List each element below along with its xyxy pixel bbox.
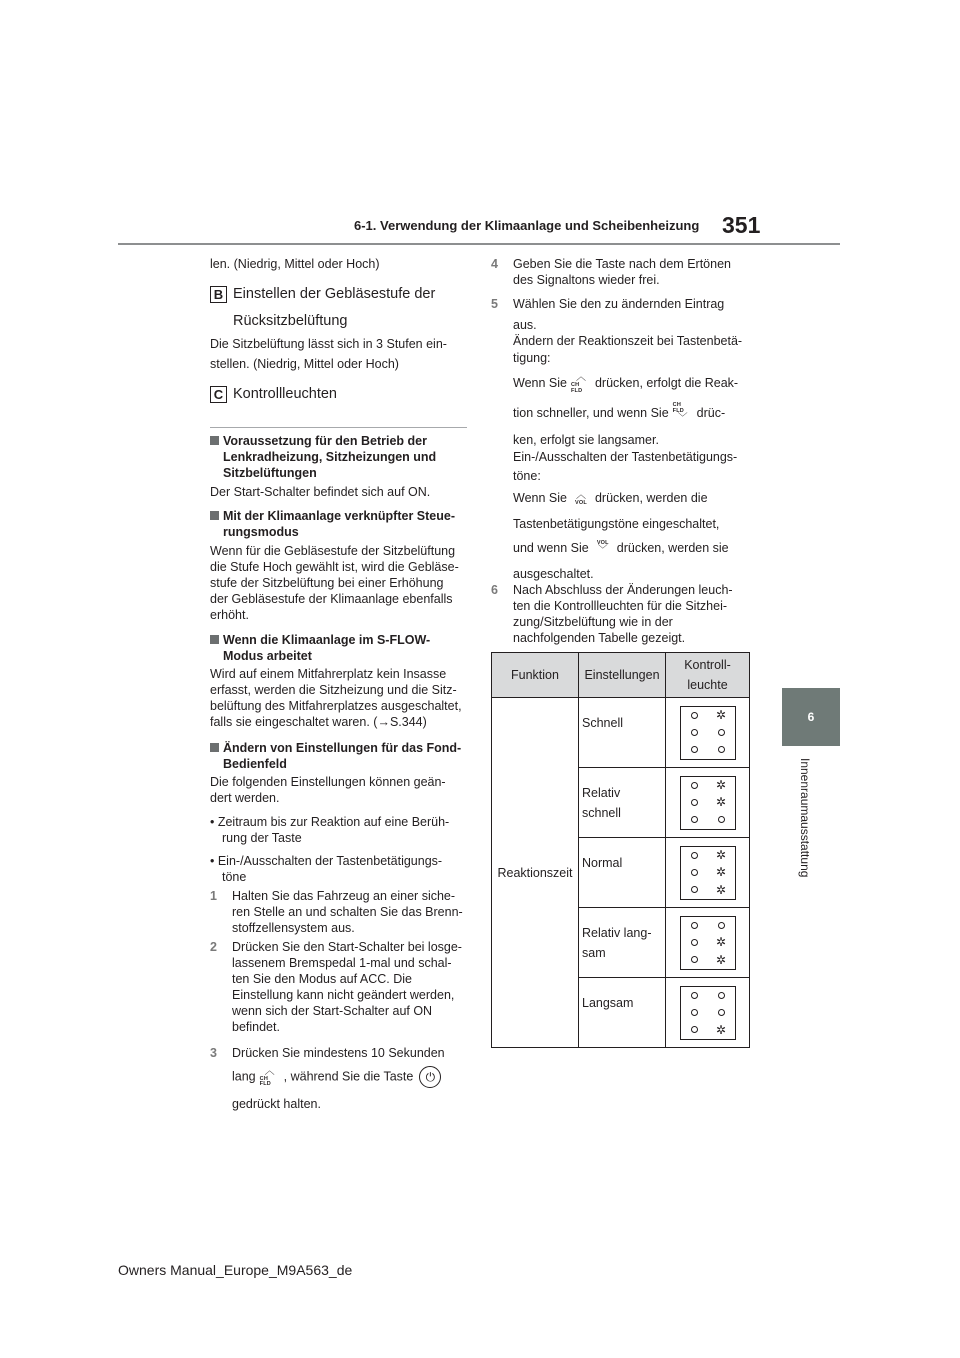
heading-voraussetzung: Voraussetzung für den Betrieb der Lenkradheizung, Sitzheizungen und Sitzbelüftungen <box>210 433 436 481</box>
ch-fld-up-button-icon: ︿ CH FLD <box>259 1065 275 1087</box>
step-5-slower-end: ken, erfolgt sie langsamer. <box>513 433 659 447</box>
setting-cell: Schnell <box>579 698 666 768</box>
footer-text: Owners Manual_Europe_M9A563_de <box>118 1262 353 1278</box>
step-5-tones-off-line: und wenn Sie VOL ﹀ drücken, werden sie <box>513 539 729 557</box>
indicator-cell <box>666 908 750 978</box>
step-3: 3 Drücken Sie mindestens 10 Sekunden <box>210 1046 445 1060</box>
section-c-letter: C <box>210 386 227 403</box>
lit-lamp-icon: ✲ <box>715 882 727 897</box>
step-1: 1 Halten Sie das Fahrzeug an einer siche- ren Stelle an und schalten Sie das Brenn- stoffzellensystem aus. <box>210 889 463 935</box>
para-rear-panel: Die folgenden Einstellungen können geän- dert werden. <box>210 775 446 805</box>
square-bullet-icon <box>210 436 219 445</box>
step-3-line-2: lang ︿ CH FLD , während Sie die Taste ⏻ <box>232 1066 447 1088</box>
lit-lamp-icon: ✲ <box>715 1022 727 1037</box>
unlit-lamp-icon <box>718 922 725 929</box>
unlit-lamp-icon <box>691 869 698 876</box>
unlit-lamp-icon <box>718 1009 725 1016</box>
indicator-lamp-panel <box>680 776 736 830</box>
section-c-title: Kontrollleuchten <box>233 386 337 402</box>
step-5-reaction-heading: Ändern der Reaktionszeit bei Tastenbetä- <box>513 334 743 348</box>
bullet-reaction-time: • Zeitraum bis zur Reaktion auf eine Berüh- rung der Taste <box>210 815 450 845</box>
step-5-faster-line: Wenn Sie ︿ CH FLD drücken, erfolgt die Reak- <box>513 372 739 394</box>
setting-cell: Relativ lang- sam <box>579 908 666 978</box>
indicator-cell <box>666 978 750 1048</box>
section-b-body-2: stellen. (Niedrig, Mittel oder Hoch) <box>210 357 399 371</box>
table-header-indicator: Kontroll- leuchte <box>666 653 750 698</box>
vol-up-button-icon: ︿ VOL <box>575 489 587 506</box>
step-5: 5 Wählen Sie den zu ändernden Eintrag <box>491 297 725 311</box>
table-row <box>492 698 750 768</box>
setting-cell: Normal <box>579 838 666 908</box>
step-5-tigung: tigung: <box>513 351 551 365</box>
indicator-cell <box>666 698 750 768</box>
chapter-label: Innenraumausstattung <box>798 758 812 878</box>
indicator-cell <box>666 838 750 908</box>
para-s-flow: Wird auf einem Mitfahrerplatz kein Insasse erfasst, werden die Sitzheizung und die Sitz- belüftung des Mitfahrerplatzes ausgeschaltet, falls sie eingeschaltet waren. (→S.344) <box>210 667 462 729</box>
indicator-lamp-panel <box>680 706 736 760</box>
unlit-lamp-icon <box>691 712 698 719</box>
function-cell: Reaktionszeit <box>492 698 579 1048</box>
lit-lamp-icon: ✲ <box>715 935 727 950</box>
section-b-letter: B <box>210 286 227 303</box>
power-button-icon: ⏻ <box>419 1066 441 1088</box>
vol-down-button-icon: VOL ﹀ <box>596 539 609 557</box>
unlit-lamp-icon <box>718 816 725 823</box>
para-start-switch: Der Start-Schalter befindet sich auf ON. <box>210 485 431 499</box>
step-5-tones-colon: töne: <box>513 469 541 483</box>
step-4: 4 Geben Sie die Taste nach dem Ertönen des Signaltons wieder frei. <box>491 257 731 287</box>
step-3-line-3: gedrückt halten. <box>232 1097 321 1111</box>
section-b-title-1: Einstellen der Gebläsestufe der <box>233 286 436 302</box>
lit-lamp-icon: ✲ <box>715 795 727 810</box>
lit-lamp-icon: ✲ <box>715 952 727 967</box>
unlit-lamp-icon <box>691 992 698 999</box>
heading-s-flow: Wenn die Klimaanlage im S-FLOW- Modus arbeitet <box>210 632 430 664</box>
unlit-lamp-icon <box>691 746 698 753</box>
heading-rear-panel: Ändern von Einstellungen für das Fond- Bedienfeld <box>210 740 461 772</box>
chapter-tab: 6 <box>782 688 840 746</box>
section-title: 6-1. Verwendung der Klimaanlage und Scheibenheizung <box>354 218 700 233</box>
square-bullet-icon <box>210 743 219 752</box>
indicator-lamp-panel <box>680 916 736 970</box>
para-linked-mode: Wenn für die Gebläsestufe der Sitzbelüftung die Stufe Hoch gewählt ist, wird die Gebläse- stufe der Sitzbelüftung bei einer Erhöhung der Gebläsestufe der Klimaanlage ebenfalls erhöht. <box>210 544 459 622</box>
page-number: 351 <box>722 212 761 238</box>
unlit-lamp-icon <box>691 1026 698 1033</box>
indicator-table <box>491 652 750 1048</box>
indicator-cell <box>666 768 750 838</box>
indicator-lamp-panel <box>680 986 736 1040</box>
intro-line: len. (Niedrig, Mittel oder Hoch) <box>210 257 380 271</box>
unlit-lamp-icon <box>691 922 698 929</box>
unlit-lamp-icon <box>691 816 698 823</box>
unlit-lamp-icon <box>718 729 725 736</box>
step-2: 2 Drücken Sie den Start-Schalter bei losge- lassenem Bremspedal 1-mal und schal- ten Sie den Modus auf ACC. Die Einstellung kann nicht geändert werden, wenn sich der Start-Schalter auf ON befindet. <box>210 940 462 1034</box>
square-bullet-icon <box>210 511 219 520</box>
step-5-tones-off: ausgeschaltet. <box>513 567 594 581</box>
table-header-function: Funktion <box>492 653 579 698</box>
ch-fld-up-button-icon: ︿ CH FLD <box>570 372 586 394</box>
lit-lamp-icon: ✲ <box>715 865 727 880</box>
unlit-lamp-icon <box>691 782 698 789</box>
bullet-button-tones: • Ein-/Ausschalten der Tastenbetätigungs- töne <box>210 854 443 884</box>
section-b-heading <box>210 284 435 304</box>
square-bullet-icon <box>210 635 219 644</box>
unlit-lamp-icon <box>691 956 698 963</box>
setting-cell: Relativ schnell <box>579 768 666 838</box>
unlit-lamp-icon <box>691 799 698 806</box>
step-5-tones-on: Tastenbetätigungstöne eingeschaltet, <box>513 517 720 531</box>
step-5-slower-line: tion schneller, und wenn Sie CH FLD ﹀ drüc- <box>513 402 726 424</box>
ch-fld-down-button-icon: CH FLD ﹀ <box>672 402 688 424</box>
section-c-heading <box>210 384 337 404</box>
header-divider <box>118 243 840 245</box>
section-b-title-2: Rücksitzbelüftung <box>233 313 348 329</box>
table-header-settings: Einstellungen <box>579 653 666 698</box>
heading-linked-mode: Mit der Klimaanlage verknüpfter Steue- rungsmodus <box>210 508 455 540</box>
unlit-lamp-icon <box>691 729 698 736</box>
unlit-lamp-icon <box>691 1009 698 1016</box>
step-5-tones-on-line: Wenn Sie ︿ VOL drücken, werden die <box>513 489 708 506</box>
unlit-lamp-icon <box>691 886 698 893</box>
section-b-body-1: Die Sitzbelüftung lässt sich in 3 Stufen ein- <box>210 337 447 351</box>
setting-cell: Langsam <box>579 978 666 1048</box>
lit-lamp-icon: ✲ <box>715 848 727 863</box>
section-divider <box>210 427 467 428</box>
unlit-lamp-icon <box>718 992 725 999</box>
unlit-lamp-icon <box>691 852 698 859</box>
step-5-aus: aus. <box>513 318 537 332</box>
lit-lamp-icon: ✲ <box>715 778 727 793</box>
indicator-lamp-panel <box>680 846 736 900</box>
step-5-tones-heading: Ein-/Ausschalten der Tastenbetätigungs- <box>513 450 738 464</box>
step-6: 6 Nach Abschluss der Änderungen leuch- ten die Kontrollleuchten für die Sitzhei- zung/Sitzbelüftung wie in der nachfolgenden Tabelle gezeigt. <box>491 583 733 645</box>
unlit-lamp-icon <box>718 746 725 753</box>
unlit-lamp-icon <box>691 939 698 946</box>
lit-lamp-icon: ✲ <box>715 708 727 723</box>
